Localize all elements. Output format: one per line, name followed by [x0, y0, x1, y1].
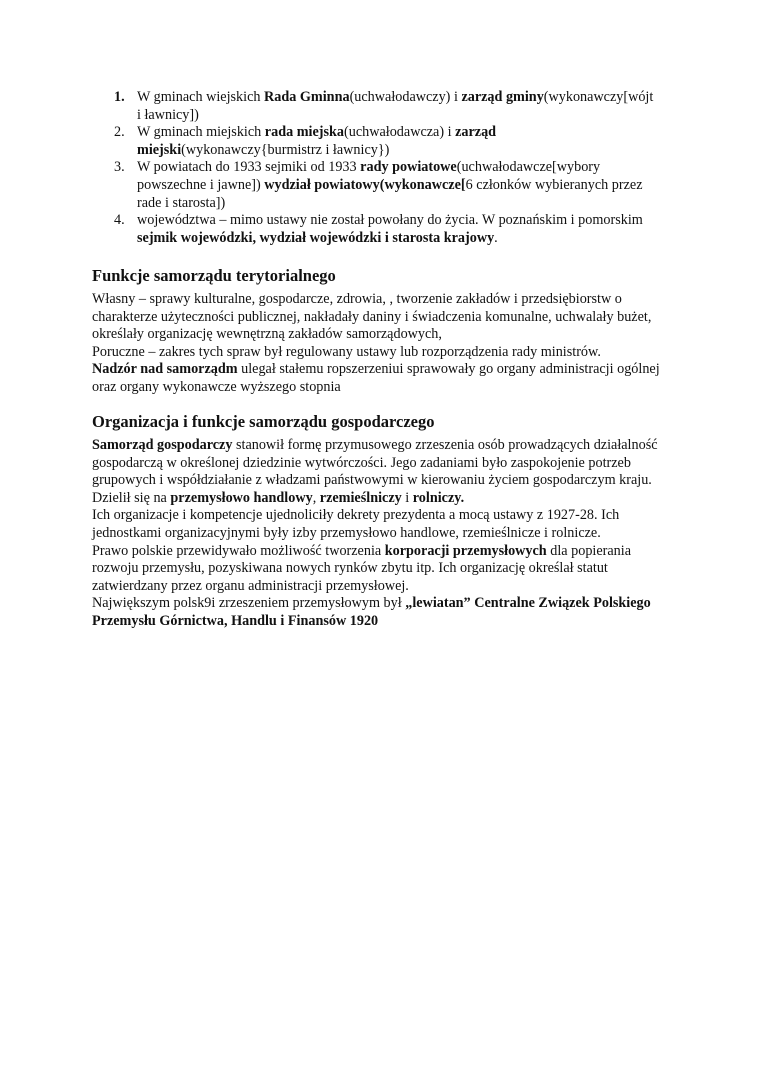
list-number: 2. — [114, 124, 125, 141]
list-number: 1. — [114, 89, 125, 105]
list-item: 3. W powiatach do 1933 sejmiki od 1933 rady powiatowe(uchwałodawcze[wybory powszechne i jawne]) wydział powiatowy(wykonawcze[6 członków wybieranych przez rade i starosta]) — [114, 159, 643, 211]
paragraph: Największym polsk9i zrzeszeniem przemysłowym był „lewiatan” Centralne Związek Polskiego Przemysłu Górnictwa, Handlu i Finansów 1920 — [92, 595, 651, 629]
section-heading: Organizacja i funkcje samorządu gospodarczego — [92, 412, 435, 431]
paragraph: Ich organizacje i kompetencje ujednoliciły dekrety prezydenta a mocą ustawy z 1927-28. Ich jednostkami organizacyjnymi były izby przemysłowo handlowe, rzemieślnicze i rolnicze. — [92, 507, 620, 541]
list-item: 2. W gminach miejskich rada miejska(uchwałodawcza) i zarząd miejski(wykonawczy{burmistrz i ławnicy}) — [114, 124, 497, 158]
list-item: 1. W gminach wiejskich Rada Gminna(uchwałodawczy) i zarząd gminy(wykonawczy[wójt i ławnicy]) — [114, 89, 654, 123]
section-territorial-self-government — [92, 266, 672, 397]
section-economic-self-government — [92, 412, 672, 631]
governance-list — [100, 89, 660, 247]
paragraph: Własny – sprawy kulturalne, gospodarcze, zdrowia, , tworzenie zakładów i przedsiębiorstw o charakterze użyteczności publicznej, nakładały daniny i świadczenia komunalne, uchwalały bużet, określały organizację wewnętrzną zakładów samorządowych, — [92, 291, 652, 343]
paragraph: Poruczne – zakres tych spraw był regulowany ustawy lub rozporządzenia rady ministrów. — [92, 343, 601, 360]
list-item: 4. województwa – mimo ustawy nie został powołany do życia. W poznańskim i pomorskim sejmik wojewódzki, wydział wojewódzki i starosta krajowy. — [114, 212, 643, 246]
paragraph: Prawo polskie przewidywało możliwość tworzenia korporacji przemysłowych dla popierania rozwoju przemysłu, pozyskiwana nowych rynków zbytu itp. Ich organizację określał statut zatwierdzany przez organu administracji przemysłowej. — [92, 542, 632, 594]
paragraph: Samorząd gospodarczy stanowił formę przymusowego zrzeszenia osób prowadzących działalność gospodarczą w określonej dziedzinie wytwórczości. Jego zadaniami było zaspokojenie potrzeb grupowych i współdziałanie z władzami państwowymi w kierowaniu życiem gospodarczym kraju. Dzielił się na przemysłowo handlowy, rzemieślniczy i rolniczy. — [92, 437, 658, 506]
section-heading: Funkcje samorządu terytorialnego — [92, 266, 336, 285]
paragraph: Nadzór nad samorządm ulegał stałemu ropszerzeniui sprawowały go organy administracji ogólnej oraz organy wykonawcze wyższego stopnia — [92, 361, 660, 395]
list-number: 4. — [114, 212, 125, 229]
list-number: 3. — [114, 159, 125, 176]
